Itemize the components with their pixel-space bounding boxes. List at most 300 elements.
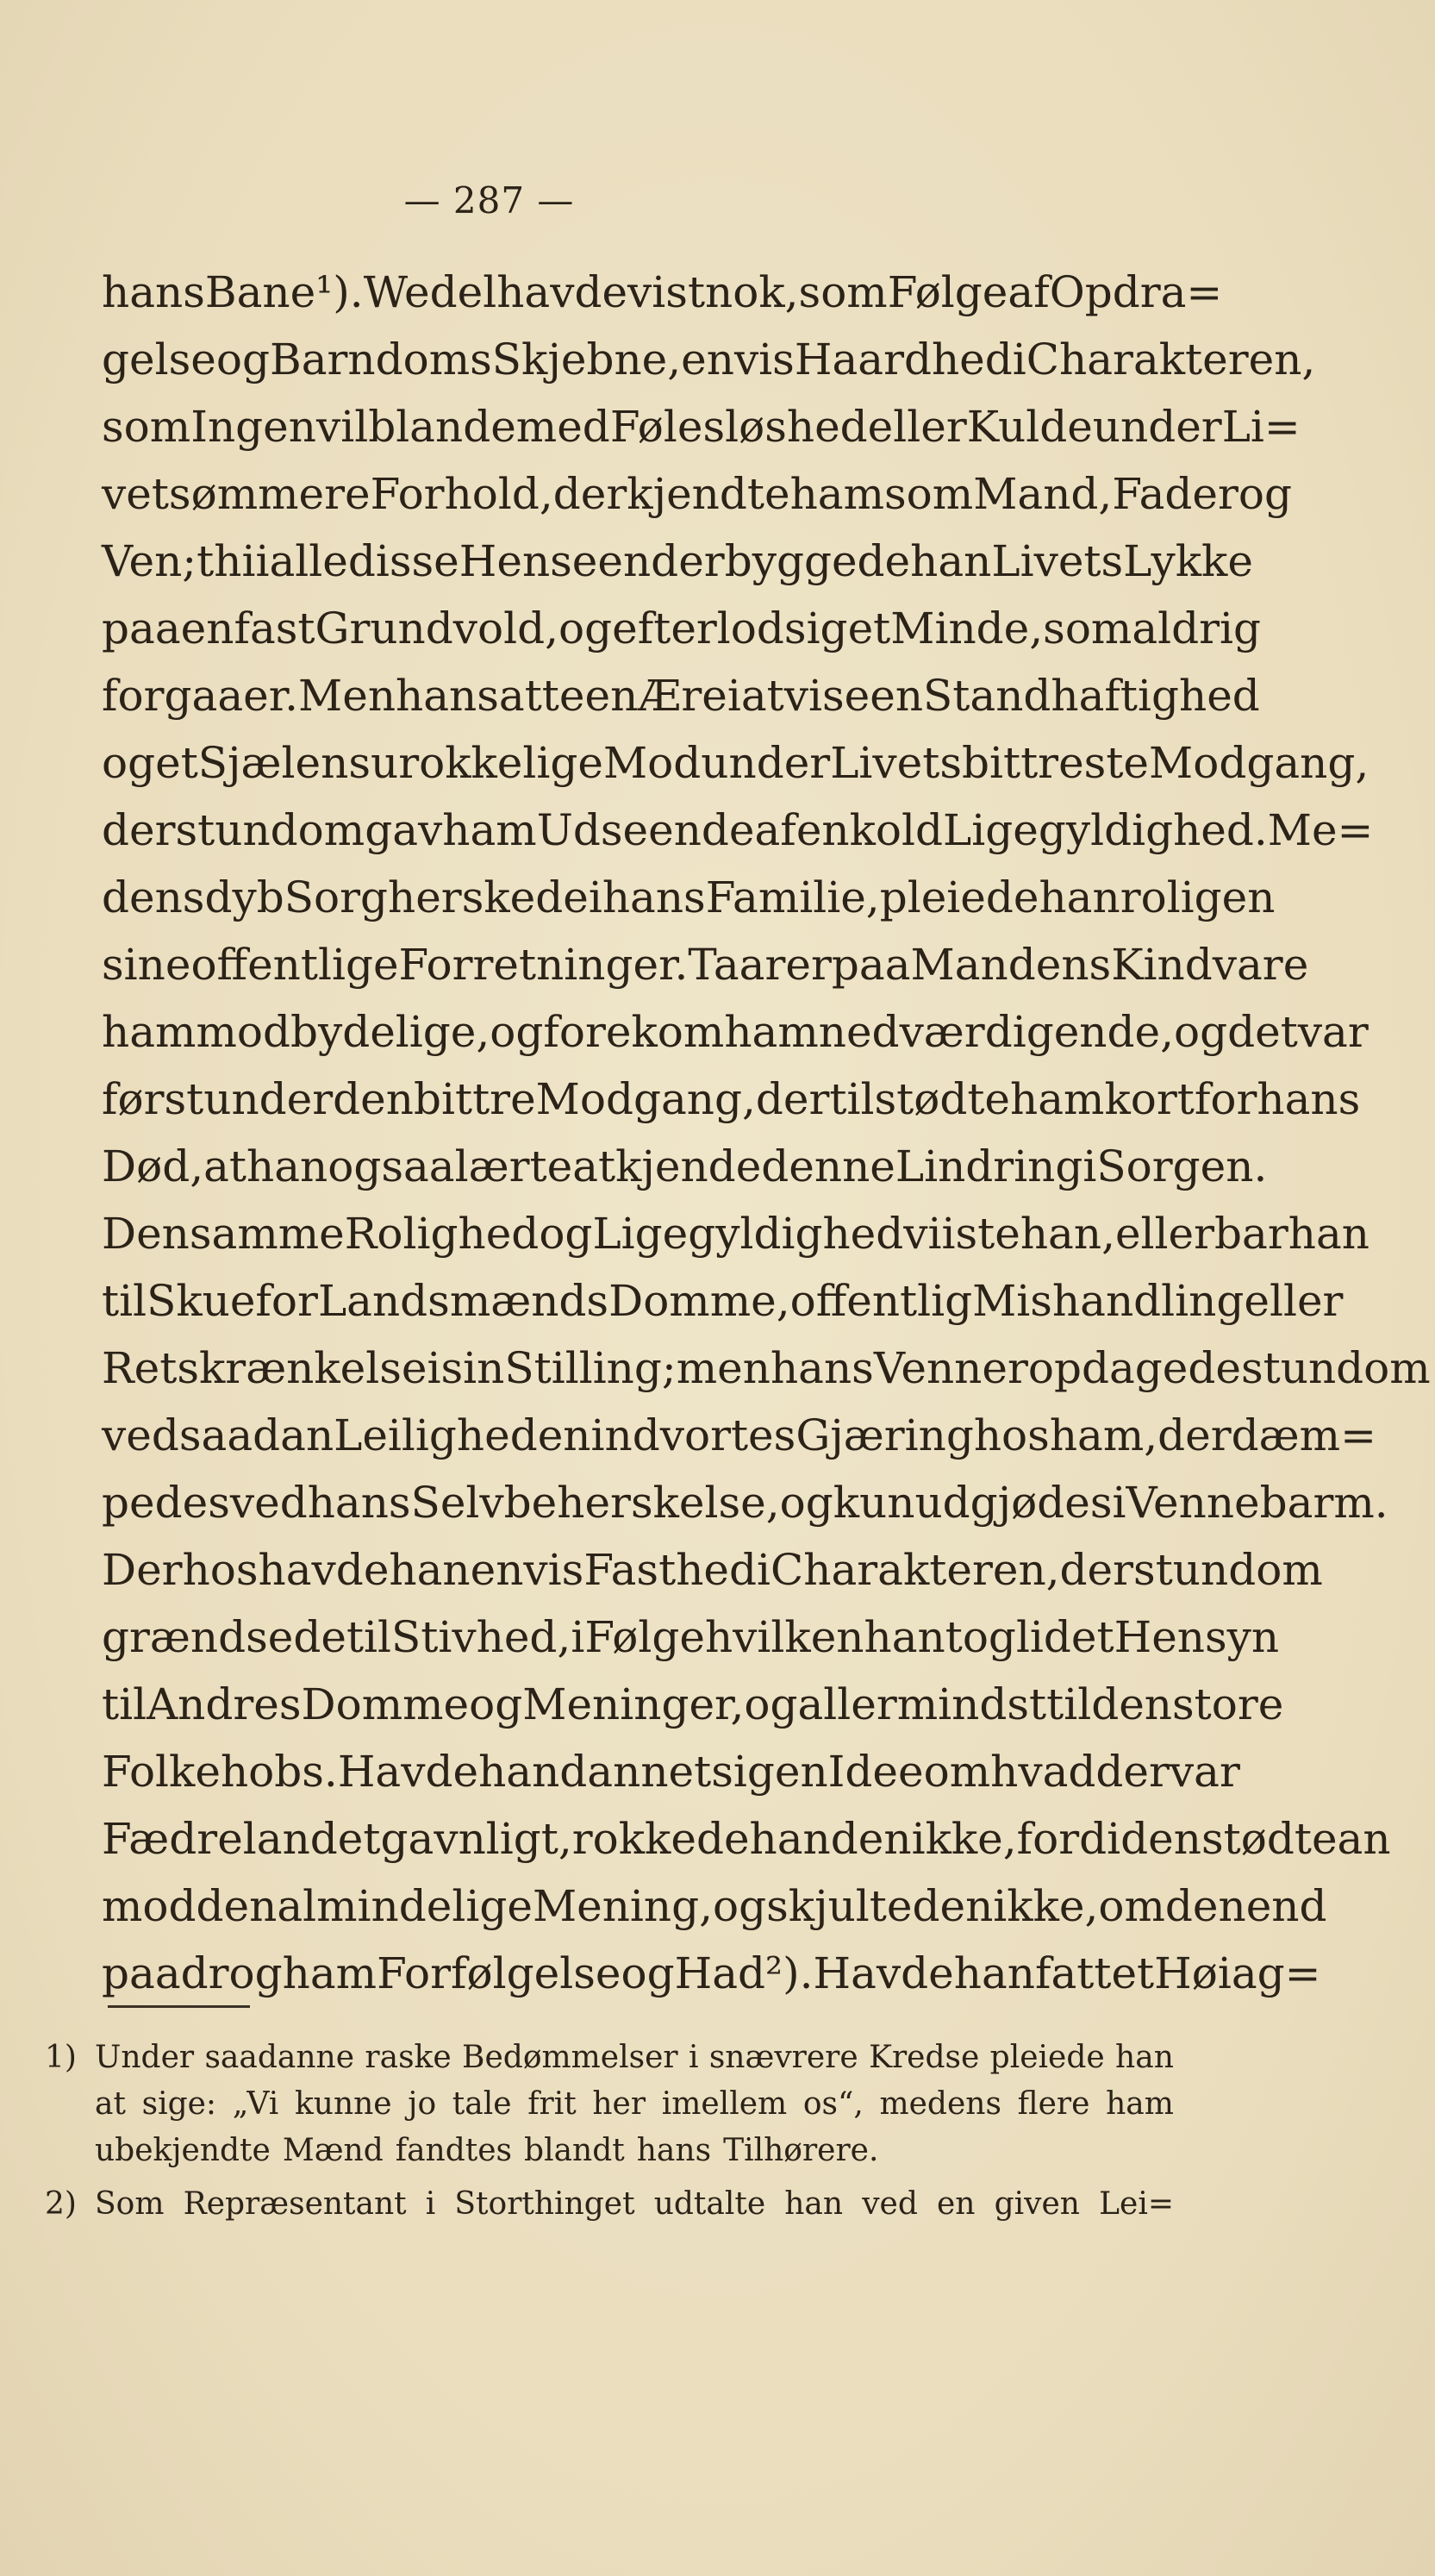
word: Ligegyldighed [592,1209,904,1259]
word: som [884,469,974,519]
word: Fædrelandet [102,1814,381,1864]
word: han [1039,872,1120,922]
word: forgaaer. [102,671,299,721]
word: kold [849,805,944,855]
word: Andres [147,1679,302,1729]
word: kunne [294,2086,392,2122]
word: der [755,1074,830,1124]
word: hvilken [704,1612,864,1662]
word: Landsmænds [317,1276,609,1326]
word: Mand, [973,469,1113,519]
word: ved [102,1410,179,1460]
word: Under [95,2040,195,2075]
word: vise [783,671,870,721]
word: gav [365,805,443,855]
word: satte [477,671,585,721]
word: blande [368,402,516,452]
word: urokkelige [371,738,603,788]
word: hans [602,872,706,922]
word: bar [1214,1209,1288,1259]
word: kjendte [627,469,790,519]
word: vets [102,469,191,519]
word: om [923,1747,991,1797]
word: Som [95,2186,165,2222]
word: den [830,1814,912,1864]
word: Charakteren, [771,1545,1060,1595]
text-line [102,259,1223,326]
word: den [1091,1679,1173,1729]
word: et [847,603,891,653]
word: var [1297,1007,1369,1057]
word: aldrig [1132,603,1262,653]
text-line [102,1267,1344,1335]
footnote-line [95,2081,1174,2128]
word: lidet [1015,1612,1114,1662]
word: Død, [102,1141,204,1191]
word: Lykke [1123,536,1253,586]
word: udgjødes [914,1478,1113,1528]
word: i [1012,335,1026,385]
word: til [102,1679,147,1729]
footnote-line [95,2181,1174,2228]
word: Familie, [705,872,880,922]
word: en [870,671,924,721]
word: Sorg [284,872,388,922]
word: i [1082,1141,1097,1191]
word: Kredse [869,2040,980,2075]
word: dyb [204,872,284,922]
text-line [102,1133,1268,1200]
word: i [727,671,741,721]
word: en [681,335,734,385]
word: ømmere [190,469,371,519]
word: gelse [102,335,216,385]
word: og [469,1679,523,1729]
word: en [470,1545,524,1595]
word: hos [973,1410,1050,1460]
word: han [1115,2040,1174,2075]
footnotes [45,2035,1174,2228]
word: Minde, [890,603,1044,653]
page-number: — 287 — [403,179,575,222]
word: han [910,536,992,586]
word: af [754,805,796,855]
word: eller [1114,1209,1215,1259]
word: thi [197,536,256,586]
word: ham [442,805,537,855]
word: han [396,671,477,721]
word: han [246,1141,328,1191]
word: fattet [1034,1948,1155,1998]
word: imellem [661,2086,788,2122]
word: Den [102,1209,190,1259]
word: Barndoms [269,335,492,385]
word: hans [1257,1074,1361,1124]
word: Høiag= [1154,1948,1321,1998]
word: Had [674,1948,766,1998]
word: Forfølgelse [377,1948,621,1998]
word: allermindst [797,1679,1047,1729]
word: hans [307,1478,411,1528]
word: i [425,2186,436,2222]
word: for [255,1276,318,1326]
word: og [539,1209,593,1259]
word: og [102,738,156,788]
word: blandt [524,2133,625,2168]
word: Bedømmelser [462,2040,678,2075]
word: Lei= [1099,2186,1174,2222]
word: den [333,1074,414,1124]
word: Følesløshed [609,402,868,452]
word: eller [1244,1276,1344,1326]
footnote [45,2181,1174,2228]
word: der [102,805,176,855]
word: havde [496,267,628,317]
word: dannet [559,1747,712,1797]
word: Mod [602,738,702,788]
word: og [215,335,270,385]
text-line [102,1402,1376,1469]
word: at [95,2086,126,2122]
word: vis [733,335,795,385]
word: Ingen [190,402,316,452]
word: i [688,2040,699,2075]
word: offentlig [789,1276,973,1326]
word: stundom [1133,1545,1323,1595]
word: Havde [813,1948,954,1998]
text-line [102,1335,1431,1402]
word: men [676,1343,771,1393]
word: om [1098,1881,1165,1931]
footnote-line [95,2128,1174,2174]
word: bittre [413,1074,536,1124]
word: var [1169,1747,1240,1797]
word: en [795,805,850,855]
footnote-line [95,2035,1174,2081]
word: skjulte [766,1881,913,1931]
text-line [102,460,1293,528]
word: han [389,1545,471,1595]
word: en [180,603,234,653]
word: han [478,1747,560,1797]
word: en [584,671,639,721]
word: gavnligt, [380,1814,572,1864]
word: i [571,1612,585,1662]
text-line [102,729,1369,797]
word: for [1194,1074,1257,1124]
word: denne [761,1141,895,1191]
word: Selvbeherskelse, [410,1478,780,1528]
word: grændsede [102,1612,346,1662]
word: store [1172,1679,1284,1729]
word: sig [711,1747,775,1797]
word: lærte [454,1141,573,1191]
word: Kulde [966,402,1093,452]
word: og [490,1007,544,1057]
word: paadrog [102,1948,283,1998]
word: Tilhørere. [723,2133,879,2168]
word: Lindring [895,1141,1083,1191]
word: han [1288,1209,1369,1259]
word: til [102,1276,147,1326]
word: Taarer [688,940,832,990]
word: Rolighed [344,1209,540,1259]
word: flere [1017,2086,1090,2122]
word: Venner [873,1343,1028,1393]
word: til [1046,1679,1092,1729]
word: stødte [1201,1814,1338,1864]
footnote-text [95,2035,1174,2174]
word: fandtes [395,2133,513,2168]
text-line [102,1066,1361,1133]
word: viiste [903,1209,1020,1259]
word: Grundvold, [315,603,559,653]
word: den [1120,1814,1201,1864]
word: kun [833,1478,915,1528]
word: han [784,2186,844,2222]
text-line [102,1536,1323,1604]
word: den [1164,1881,1246,1931]
word: først [102,1074,204,1124]
word: der [1059,1545,1134,1595]
text-line [102,1805,1391,1873]
word: indvortes [590,1410,796,1460]
word: roligen [1120,872,1276,922]
word: ham [1010,1074,1105,1124]
word: Domme [301,1679,470,1729]
word: Mandens [910,940,1112,990]
word: i [1112,1478,1126,1528]
word: ham, [1049,1410,1158,1460]
word: kort [1104,1074,1195,1124]
footnote-number: 1) [45,2040,77,2075]
word: Sorgen. [1096,1141,1268,1191]
word: saadan [178,1410,334,1460]
word: den [196,1881,278,1931]
text-line [102,931,1309,998]
word: Stilling; [504,1343,677,1393]
word: en [774,1747,828,1797]
word: Skue [147,1276,256,1326]
word: han [749,1814,831,1864]
word: byggede [724,536,911,586]
word: Vennebarm. [1126,1478,1388,1528]
word: Forhold, [370,469,553,519]
word: jo [408,2086,437,2122]
word: i [588,872,602,922]
word: og [1174,1007,1228,1057]
text-line [102,1671,1284,1738]
word: stundom [1240,1343,1431,1393]
word: ubekjendte [95,2133,271,2168]
word: Me= [1267,805,1374,855]
word: Standhaftighed [923,671,1260,721]
word: pleiede [989,2040,1105,2075]
word: med [515,402,610,452]
word: hvad [990,1747,1096,1797]
word: Folkehobs. [102,1747,338,1797]
word: Skjebne, [491,335,682,385]
word: fast [234,603,315,653]
word: Li= [1221,402,1301,452]
word: den [912,1881,994,1931]
word: forekom [543,1007,725,1057]
word: paa [831,940,911,990]
main-text [102,259,1431,2007]
word: Livets [830,738,962,788]
word: dæm= [1231,1410,1376,1460]
word: ham [724,1007,819,1057]
word: at [572,1141,616,1191]
word: i [255,536,270,586]
word: og [713,1881,767,1931]
footnote-text [95,2181,1174,2228]
footnote-number: 2) [45,2186,77,2222]
word: Gjæring [795,1410,974,1460]
word: under [1092,402,1222,452]
word: Henseender [459,536,725,586]
word: Storthinget [454,2186,635,2222]
word: hans [636,2133,712,2168]
text-line [102,393,1301,460]
word: efterlod [612,603,784,653]
word: Meninger, [522,1679,745,1729]
text-line [102,1604,1280,1671]
text-line [102,1469,1388,1536]
word: eller [867,402,967,452]
word: og [744,1679,798,1729]
word: Kind [1111,940,1213,990]
word: det [1227,1007,1298,1057]
word: under [701,738,831,788]
word: opdagede [1027,1343,1241,1393]
word: Livets [991,536,1124,586]
text-line [102,998,1369,1066]
word: Følge [887,267,1008,317]
word: han, [1020,1209,1115,1259]
word: der [552,469,627,519]
word: Opdra= [1049,267,1223,317]
word: til [346,1612,392,1662]
word: dens [102,872,205,922]
footnote-divider [108,2005,250,2008]
word: ved [862,2186,918,2222]
word: offentlige [190,940,399,990]
text-line [102,797,1374,864]
word: han [953,1948,1035,1998]
word: et [155,738,198,788]
text-line [102,326,1316,393]
word: almindelige [277,1881,533,1931]
word: „Vi [232,2086,279,2122]
word: paa [102,603,181,653]
word: han [864,1612,945,1662]
word: Mænd [282,2133,384,2168]
word: at [740,671,784,721]
word: Følge [584,1612,705,1662]
word: som [102,402,191,452]
word: under [203,1074,334,1124]
word: tale [452,2086,512,2122]
word: hans [770,1343,874,1393]
word: frit [527,2086,577,2122]
word: medens [879,2086,1001,2122]
text-line [102,662,1260,729]
word: Ære [638,671,727,721]
word: der [1095,1747,1170,1797]
word: Wedel [363,267,497,317]
word: vare [1212,940,1309,990]
word: Modgang, [1149,738,1369,788]
word: Sjælens [197,738,371,788]
word: Domme, [608,1276,790,1326]
word: Men [298,671,396,721]
word: saadanne [204,2040,355,2075]
word: Ligegyldighed. [943,805,1268,855]
word: sin [440,1343,505,1393]
word: end [1245,1881,1327,1931]
word: Ven; [102,536,197,586]
word: stundom [175,805,365,855]
word: fordi [1016,1814,1121,1864]
word: hans [102,267,205,317]
word: tilstødte [829,1074,1011,1124]
word: i [427,1343,441,1393]
text-line [102,1738,1240,1805]
word: ved [229,1478,308,1528]
word: Hensyn [1114,1612,1280,1662]
text-line [102,1940,1321,2007]
word: Repræsentant [183,2186,407,2222]
word: der [1157,1410,1232,1460]
word: ikke, [911,1814,1017,1864]
word: ikke, [993,1881,1099,1931]
word: ham [789,469,885,519]
word: pedes [102,1478,230,1528]
word: Charakteren, [1026,335,1316,385]
word: Bane [204,267,316,317]
word: sige: [141,2086,217,2122]
text-line [102,864,1276,931]
footnote [45,2035,1174,2174]
word: Idee [827,1747,924,1797]
word: som [1043,603,1132,653]
word: nok, [705,267,799,317]
word: samme [189,1209,345,1259]
word: Fasthed [583,1545,757,1595]
word: Forretninger. [398,940,689,990]
word: ham [1106,2086,1174,2122]
word: Derhos [102,1545,259,1595]
word: bittreste [962,738,1150,788]
word: given [994,2186,1080,2222]
word: disse [347,536,459,586]
word: ham [282,1948,377,1998]
word: tog [945,1612,1016,1662]
word: os“, [802,2086,864,2122]
word: modbydelige, [196,1007,490,1057]
word: ²). [765,1948,814,1998]
word: alle [269,536,348,586]
word: an [1337,1814,1391,1864]
word: Udseende [536,805,755,855]
word: en [937,2186,976,2222]
word: Mening, [532,1881,714,1931]
word: kjende [615,1141,762,1191]
word: Retskrænkelse [102,1343,427,1393]
word: herskede [388,872,589,922]
word: her [592,2086,646,2122]
